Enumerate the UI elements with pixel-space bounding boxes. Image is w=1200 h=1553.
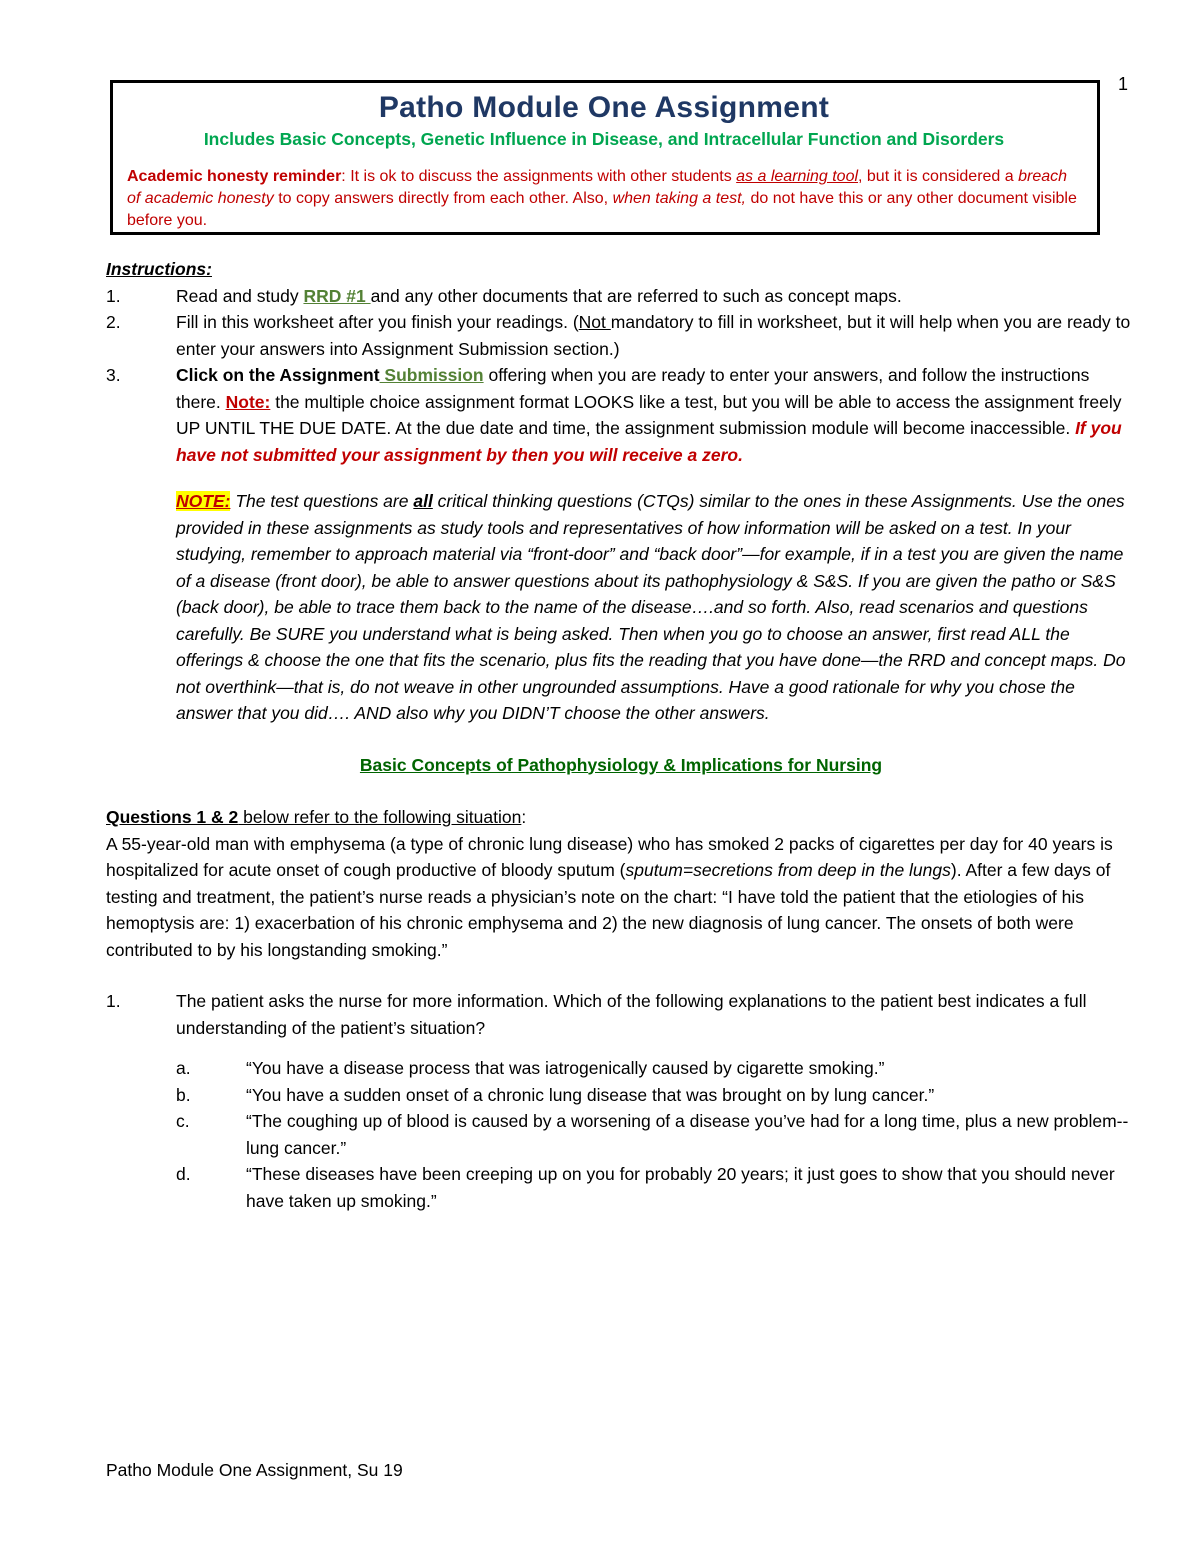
- rrd-link[interactable]: RRD #1: [303, 285, 371, 306]
- honesty-learning-tool: as a learning tool: [736, 168, 859, 185]
- instruction-number: 2.: [106, 312, 121, 332]
- honesty-text-4: do not have this or any other document visible before you.: [127, 190, 1077, 229]
- option-letter: d.: [176, 1164, 191, 1184]
- answer-option-b[interactable]: [176, 1082, 1136, 1109]
- option-text: “You have a sudden onset of a chronic lung disease that was brought on by lung cancer.”: [246, 1084, 935, 1105]
- instruction-item: [106, 362, 1136, 468]
- not-underlined: Not: [578, 312, 611, 332]
- academic-honesty-reminder: [127, 166, 1081, 232]
- deadline-warning: If you have not submitted your assignment by then you will receive a zero.: [176, 418, 1122, 465]
- honesty-text-3: to copy answers directly from each other. Also,: [273, 190, 613, 207]
- question-list: [106, 988, 1136, 1041]
- option-text: “You have a disease process that was iatrogenically caused by cigarette smoking.”: [246, 1058, 885, 1078]
- option-letter: c.: [176, 1111, 190, 1131]
- scenario-text: A 55-year-old man with emphysema (a type of chronic lung disease) who has smoked 2 packs of cigarettes per day for 40 years is hospitalized for acute onset of cough productive of bloody sputum (: [106, 833, 1113, 880]
- answer-option-d[interactable]: [176, 1161, 1136, 1214]
- questions-intro-bold: Questions 1 & 2: [106, 807, 239, 827]
- main-content: [106, 256, 1136, 1232]
- document-subtitle: Includes Basic Concepts, Genetic Influence in Disease, and Intracellular Function and Disorders: [203, 129, 1005, 149]
- note-label: Note:: [225, 391, 271, 412]
- option-text: “These diseases have been creeping up on you for probably 20 years; it just goes to show that you should never have taken up smoking.”: [246, 1164, 1115, 1211]
- questions-intro-colon: :: [521, 807, 527, 827]
- instruction-text: Fill in this worksheet after you finish your readings. (: [176, 312, 579, 332]
- instruction-number: 1.: [106, 285, 121, 306]
- document-title: Patho Module One Assignment: [378, 91, 830, 124]
- page-footer: Patho Module One Assignment, Su 19: [106, 1460, 403, 1480]
- scenario-italic: sputum=secretions from deep in the lungs: [625, 860, 951, 880]
- note-all: all: [413, 491, 433, 511]
- instruction-item: [106, 283, 1136, 310]
- scenario: [106, 831, 1136, 964]
- option-text: “The coughing up of blood is caused by a worsening of a disease you’ve had for a long time, plus a new problem-- lung cancer.”: [246, 1111, 1129, 1158]
- instruction-text: Click on the Assignment: [176, 365, 380, 385]
- question-number: 1.: [106, 991, 121, 1011]
- question-text: The patient asks the nurse for more information. Which of the following explanations to the patient best indicates a full understanding of the patient’s situation?: [176, 991, 1087, 1038]
- honesty-text-1: : It is ok to discuss the assignments with other students: [341, 168, 737, 185]
- instruction-text: mandatory to fill in worksheet, but it will help when you are ready to enter your answers into Assignment Submission section.): [176, 312, 1131, 359]
- note-text: The test questions are: [230, 491, 414, 511]
- note-tag: NOTE:: [176, 491, 231, 511]
- questions-intro-text: below refer to the following situation: [238, 807, 522, 827]
- honesty-label: Academic honesty reminder: [127, 168, 342, 185]
- honesty-text-2: , but it is considered a: [858, 168, 1019, 185]
- scenario-text: ). After a few days of testing and treatment, the patient’s nurse reads a physician’s note on the chart: “I have told the patient that the etiologies of his hemoptysis are: 1) exacerbation of his chronic emphysema and 2) the new diagnosis of lung cancer. The onsets of both were contributed to by his longstanding smoking.”: [106, 860, 1111, 960]
- instruction-number: 3.: [106, 365, 121, 385]
- header-box: [110, 80, 1100, 235]
- honesty-breach: breach of academic honesty: [127, 168, 1068, 207]
- note-block: [106, 488, 1136, 727]
- instructions-list: [106, 283, 1136, 469]
- instruction-text: the multiple choice assignment format LOOKS like a test, but you will be able to access the assignment freely UP UNTIL THE DUE DATE. At the due date and time, the assignment submission module will become inaccessible.: [176, 391, 1122, 438]
- instruction-text: and any other documents that are referred to such as concept maps.: [370, 285, 902, 306]
- section-heading: Basic Concepts of Pathophysiology & Implications for Nursing: [359, 754, 883, 775]
- instruction-text: offering when you are ready to enter your answers, and follow the instructions there.: [176, 365, 1090, 412]
- submission-link[interactable]: Submission: [379, 365, 484, 385]
- answer-option-c[interactable]: [176, 1108, 1136, 1161]
- questions-intro: [106, 804, 1136, 831]
- option-letter: a.: [176, 1058, 191, 1078]
- instructions-title: Instructions:: [106, 259, 212, 279]
- instruction-text: Read and study: [176, 285, 304, 306]
- answer-option-a[interactable]: [176, 1055, 1136, 1082]
- page-number: 1: [1118, 74, 1129, 94]
- option-letter: b.: [176, 1084, 191, 1105]
- instruction-item: [106, 309, 1136, 362]
- note-text: critical thinking questions (CTQs) similar to the ones in these Assignments. Use the ones provided in these assignments as study tools and representatives of how information will be asked on a test. In your studying, remember to approach material via “front-door” and “back door”—for example, if in a test you are given the name of a disease (front door), be able to answer questions about its pathophysiology & S&S. If you are given the patho or S&S (back door), be able to trace them back to the name of the disease….and so forth. Also, read scenarios and questions carefully. Be SURE you understand what is being asked. Then when you go to choose an answer, first read ALL the offerings & choose the one that fits the scenario, plus fits the reading that you have done—the RRD and concept maps. Do not overthink—that is, do not weave in other ungrounded assumptions. Have a good rationale for why you chose the answer that you did…. AND also why you DIDN’T choose the other answers.: [176, 491, 1126, 723]
- question-item: [106, 988, 1136, 1041]
- honesty-taking-test: when taking a test,: [612, 190, 746, 207]
- answer-options: [106, 1055, 1136, 1214]
